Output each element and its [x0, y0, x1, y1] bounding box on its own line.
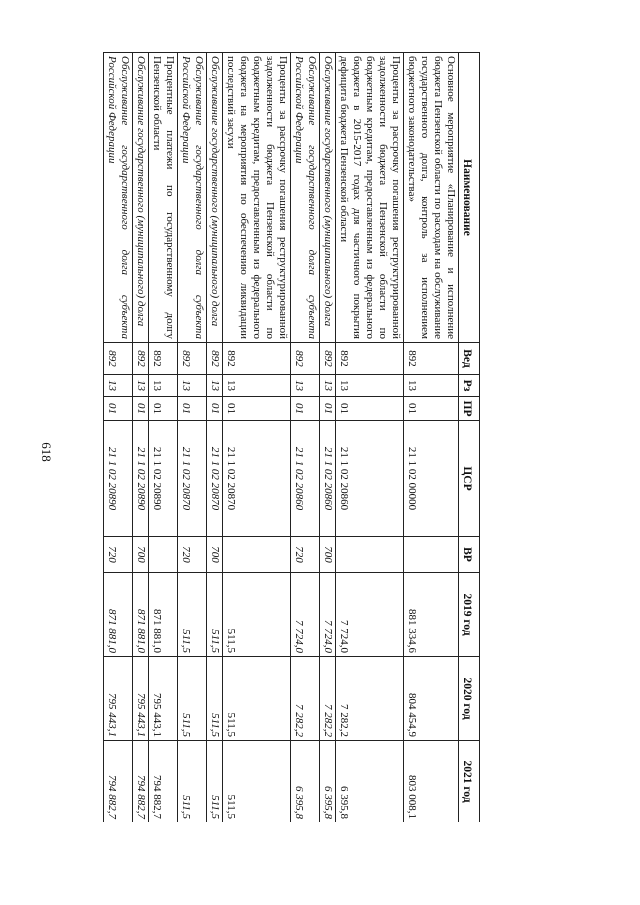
table-row — [104, 53, 133, 823]
page-number: 618 — [39, 442, 54, 462]
header-pr: ПР — [459, 397, 480, 421]
cell-rz: 13 — [320, 375, 336, 397]
table-body — [104, 53, 459, 823]
cell-name: Процентные платежи по государственному долгу Пензенской области — [149, 53, 178, 343]
cell-pr: 01 — [207, 397, 223, 421]
cell-vr: 720 — [178, 537, 207, 573]
cell-y2020: 511,5 — [207, 657, 223, 741]
cell-rz: 13 — [336, 375, 404, 397]
cell-vr: 720 — [291, 537, 320, 573]
cell-csr: 21 1 02 00000 — [404, 421, 459, 537]
header-2020: 2020 год — [459, 657, 480, 741]
cell-pr: 01 — [133, 397, 149, 421]
cell-rz: 13 — [404, 375, 459, 397]
cell-vr — [223, 537, 291, 573]
cell-pr: 01 — [320, 397, 336, 421]
cell-y2020: 7 282,2 — [320, 657, 336, 741]
cell-vr — [336, 537, 404, 573]
cell-y2020: 7 282,2 — [291, 657, 320, 741]
cell-csr: 21 1 02 20890 — [104, 421, 133, 537]
cell-y2019: 7 724,0 — [336, 573, 404, 657]
cell-csr: 21 1 02 20860 — [336, 421, 404, 537]
cell-csr: 21 1 02 20870 — [178, 421, 207, 537]
header-csr: ЦСР — [459, 421, 480, 537]
cell-y2020: 511,5 — [178, 657, 207, 741]
cell-y2021: 794 882,7 — [149, 741, 178, 823]
cell-y2019: 871 881,0 — [104, 573, 133, 657]
cell-pr: 01 — [104, 397, 133, 421]
cell-csr: 21 1 02 20870 — [223, 421, 291, 537]
table-row — [320, 53, 336, 823]
cell-pr: 01 — [291, 397, 320, 421]
cell-name: Проценты за рассрочку погашения реструктурированной задолженности бюджета Пензенской области по бюджетным кредитам, предоставленным из федерального бюджета на мероприятия по обеспечению ликвидации последствий засухи — [223, 53, 291, 343]
cell-pr: 01 — [178, 397, 207, 421]
cell-name: Обслуживание государственного (муниципального) долга — [207, 53, 223, 343]
cell-y2020: 795 443,1 — [133, 657, 149, 741]
cell-y2019: 7 724,0 — [291, 573, 320, 657]
cell-ved: 892 — [320, 343, 336, 375]
cell-rz: 13 — [133, 375, 149, 397]
header-rz: Рз — [459, 375, 480, 397]
cell-rz: 13 — [207, 375, 223, 397]
cell-y2021: 511,5 — [223, 741, 291, 823]
cell-name: Проценты за рассрочку погашения реструктурированной задолженности бюджета Пензенской области по бюджетным кредитам, предоставленным из федерального бюджета в 2015-2017 годах для частичного покрытия дефицита бюджета Пензенской области — [336, 53, 404, 343]
header-name: Наименование — [459, 53, 480, 343]
cell-csr: 21 1 02 20890 — [133, 421, 149, 537]
table-row — [291, 53, 320, 823]
cell-name: Обслуживание государственного (муниципального) долга — [133, 53, 149, 343]
cell-vr: 700 — [133, 537, 149, 573]
cell-y2021: 794 882,7 — [133, 741, 149, 823]
cell-ved: 892 — [207, 343, 223, 375]
cell-name: Основное мероприятие «Планирование и исполнение бюджета Пензенской области по расходам на обслуживание государственного долга, контроль за исполнением бюджетного законодательства» — [404, 53, 459, 343]
cell-rz: 13 — [223, 375, 291, 397]
table-row — [207, 53, 223, 823]
table-row — [336, 53, 404, 823]
rotated-page — [84, 52, 480, 822]
cell-ved: 892 — [404, 343, 459, 375]
cell-y2021: 511,5 — [178, 741, 207, 823]
cell-y2021: 794 882,7 — [104, 741, 133, 823]
cell-vr: 720 — [104, 537, 133, 573]
cell-y2020: 804 454,9 — [404, 657, 459, 741]
cell-vr — [404, 537, 459, 573]
header-ved: Вед — [459, 343, 480, 375]
cell-csr: 21 1 02 20890 — [149, 421, 178, 537]
cell-name: Обслуживание государственного (муниципального) долга — [320, 53, 336, 343]
cell-vr — [149, 537, 178, 573]
cell-y2021: 6 395,8 — [336, 741, 404, 823]
cell-y2019: 511,5 — [178, 573, 207, 657]
cell-y2019: 871 881,0 — [133, 573, 149, 657]
table-row — [178, 53, 207, 823]
table-row — [149, 53, 178, 823]
cell-y2020: 7 282,2 — [336, 657, 404, 741]
table-row — [404, 53, 459, 823]
cell-ved: 892 — [133, 343, 149, 375]
table-row — [223, 53, 291, 823]
header-vr: ВР — [459, 537, 480, 573]
cell-name: Обслуживание государственного долга субъекта Российской Федерации — [104, 53, 133, 343]
cell-y2021: 803 008,1 — [404, 741, 459, 823]
cell-y2020: 511,5 — [223, 657, 291, 741]
cell-name: Обслуживание государственного долга субъекта Российской Федерации — [178, 53, 207, 343]
table-header-row — [459, 53, 480, 823]
cell-rz: 13 — [149, 375, 178, 397]
header-2019: 2019 год — [459, 573, 480, 657]
cell-y2021: 511,5 — [207, 741, 223, 823]
cell-y2019: 511,5 — [223, 573, 291, 657]
cell-csr: 21 1 02 20860 — [320, 421, 336, 537]
cell-name: Обслуживание государственного долга субъекта Российской Федерации — [291, 53, 320, 343]
cell-rz: 13 — [104, 375, 133, 397]
cell-vr: 700 — [207, 537, 223, 573]
header-2021: 2021 год — [459, 741, 480, 823]
budget-table-container — [84, 52, 480, 822]
cell-csr: 21 1 02 20870 — [207, 421, 223, 537]
cell-pr: 01 — [223, 397, 291, 421]
cell-rz: 13 — [291, 375, 320, 397]
cell-vr: 700 — [320, 537, 336, 573]
cell-pr: 01 — [149, 397, 178, 421]
cell-y2019: 871 881,0 — [149, 573, 178, 657]
budget-table — [103, 52, 480, 822]
cell-ved: 892 — [149, 343, 178, 375]
table-row — [133, 53, 149, 823]
cell-y2019: 511,5 — [207, 573, 223, 657]
cell-pr: 01 — [336, 397, 404, 421]
cell-ved: 892 — [223, 343, 291, 375]
cell-ved: 892 — [336, 343, 404, 375]
cell-y2020: 795 443,1 — [149, 657, 178, 741]
cell-ved: 892 — [291, 343, 320, 375]
cell-y2020: 795 443,1 — [104, 657, 133, 741]
cell-y2019: 881 334,6 — [404, 573, 459, 657]
cell-ved: 892 — [178, 343, 207, 375]
cell-ved: 892 — [104, 343, 133, 375]
cell-y2021: 6 395,8 — [291, 741, 320, 823]
cell-rz: 13 — [178, 375, 207, 397]
cell-pr: 01 — [404, 397, 459, 421]
cell-y2019: 7 724,0 — [320, 573, 336, 657]
cell-csr: 21 1 02 20860 — [291, 421, 320, 537]
cell-y2021: 6 395,8 — [320, 741, 336, 823]
